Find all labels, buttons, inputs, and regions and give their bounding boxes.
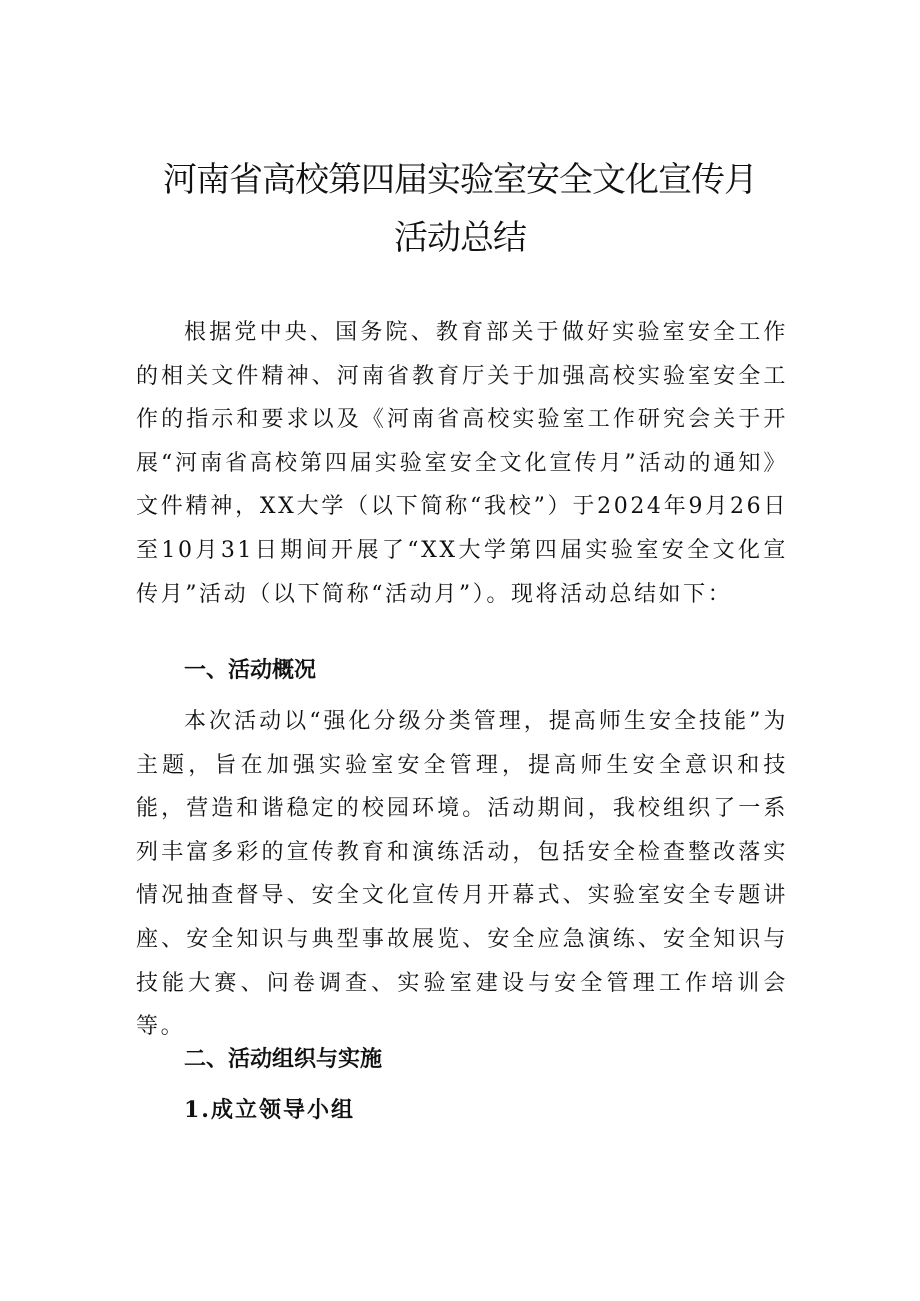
- section1-heading: 一、活动概况: [184, 658, 317, 683]
- document-title-line2: 活动总结: [394, 218, 526, 258]
- section2-heading: 二、活动组织与实施: [184, 1047, 383, 1072]
- subsection1-heading: 1.成立领导小组: [184, 1097, 355, 1123]
- document-title-line1: 河南省高校第四届实验室安全文化宣传月: [163, 160, 757, 200]
- section1-paragraph: 本次活动以“强化分级分类管理，提高师生安全技能”为主题，旨在加强实验室安全管理，提高师生安全意识和技能，营造和谐稳定的校园环境。活动期间，我校组织了一系列丰富多彩的宣传教育和演练活动，包括安全检查整改落实情况抽查督导、安全文化宣传月开幕式、实验室安全专题讲座、安全知识与典型事故展览、安全应急演练、安全知识与技能大赛、问卷调查、实验室建设与安全管理工作培训会等。: [136, 709, 788, 1040]
- intro-paragraph: 根据党中央、国务院、教育部关于做好实验室安全工作的相关文件精神、河南省教育厅关于加强高校实验室安全工作的指示和要求以及《河南省高校实验室工作研究会关于开展“河南省高校第四届实验室安全文化宣传月”活动的通知》文件精神，XX大学（以下简称“我校”）于2024年9月26日至10月31日期间开展了“XX大学第四届实验室安全文化宣传月”活动（以下简称“活动月”）。现将活动总结如下：: [136, 320, 788, 607]
